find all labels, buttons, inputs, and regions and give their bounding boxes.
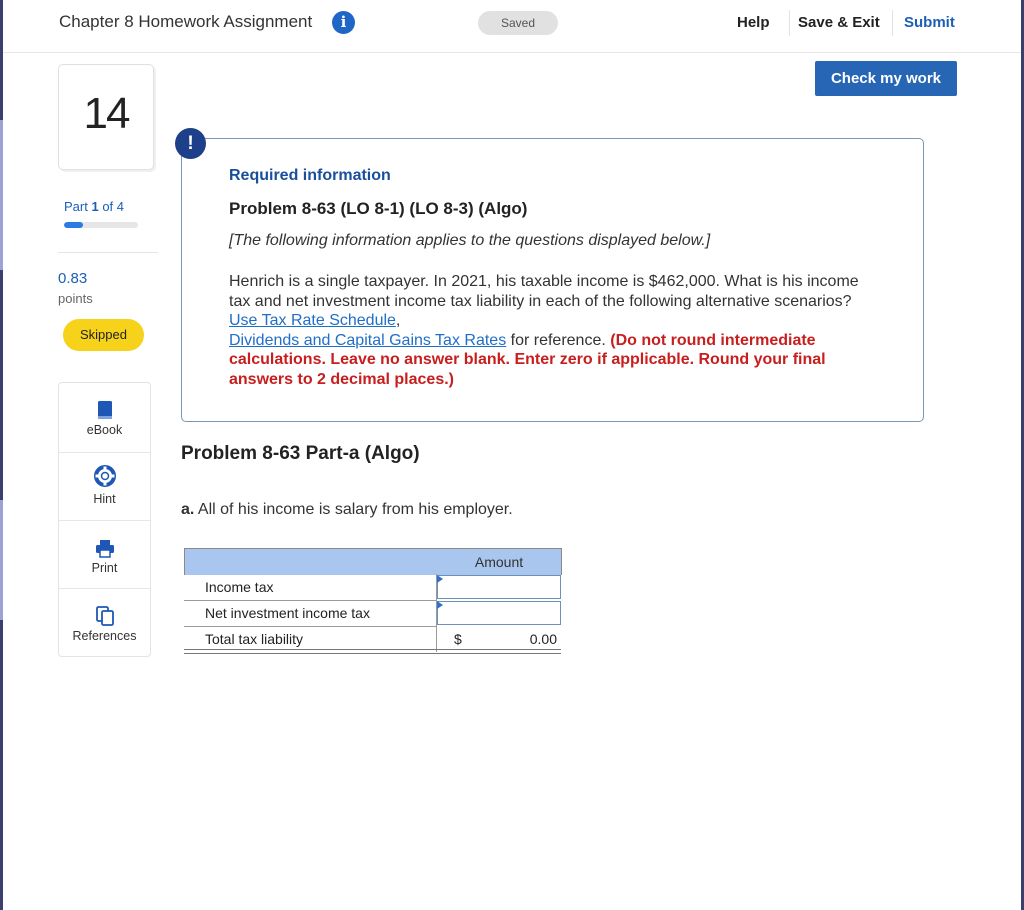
total-tax-liability-value: 0.00: [529, 631, 557, 647]
question-prefix: a.: [181, 501, 195, 518]
copy-icon: [94, 605, 116, 627]
answer-table: [184, 548, 561, 652]
references-button[interactable]: [59, 589, 150, 657]
income-tax-input[interactable]: [437, 575, 561, 599]
income-tax-label: Income tax: [205, 579, 274, 595]
question-text: All of his income is salary from his employer.: [194, 501, 513, 518]
input-flag-icon: [437, 575, 443, 583]
table-header-blank: [184, 548, 437, 575]
print-button[interactable]: [59, 521, 150, 589]
part-progress-fill: [64, 222, 83, 228]
part-question: [181, 501, 513, 519]
help-link[interactable]: Help: [737, 14, 770, 31]
statement-comma: ,: [395, 312, 401, 330]
tax-rate-schedule-link[interactable]: Use Tax Rate Schedule: [229, 312, 396, 330]
part-indicator: [64, 199, 124, 214]
book-icon: [94, 399, 116, 421]
references-label: References: [72, 629, 137, 643]
saved-status-badge: Saved: [478, 11, 558, 35]
question-number-card: [58, 64, 154, 170]
follow-note: [The following information applies to the questions displayed below.]: [229, 232, 711, 249]
total-tax-liability-label: Total tax liability: [205, 631, 304, 647]
lifebuoy-icon: [94, 465, 116, 487]
skipped-badge: Skipped: [63, 319, 144, 351]
table-header-amount: Amount: [437, 548, 562, 575]
net-investment-income-tax-label: Net investment income tax: [205, 605, 370, 621]
ebook-label: eBook: [86, 423, 123, 437]
points-label: points: [58, 291, 93, 306]
statement-text: Henrich is a single taxpayer. In 2021, his taxable income is $462,000. What is his income tax and net investment income tax liability in each of the following alternative scenarios?: [229, 273, 859, 310]
save-exit-link[interactable]: Save & Exit: [798, 14, 880, 31]
part-title: Problem 8-63 Part-a (Algo): [181, 443, 420, 464]
hint-label: Hint: [93, 492, 116, 506]
hint-button[interactable]: [59, 453, 150, 521]
net-investment-income-tax-input[interactable]: [437, 601, 561, 625]
check-my-work-button[interactable]: Check my work: [815, 61, 957, 96]
ebook-button[interactable]: [59, 383, 150, 451]
statement-text-2: for reference.: [506, 331, 611, 349]
capital-gains-rates-link[interactable]: Dividends and Capital Gains Tax Rates: [229, 331, 507, 349]
input-flag-icon: [437, 601, 443, 609]
printer-icon: [94, 537, 116, 559]
part-prefix: Part: [64, 199, 88, 214]
instructions-text: (Do not round intermediate calculations. Leave no answer blank. Enter zero if applicable. Round your final answers to 2 decimal places.): [229, 331, 826, 388]
window-edge-left: [0, 0, 3, 910]
info-icon[interactable]: i: [332, 11, 355, 34]
part-progress-bar: [64, 222, 138, 228]
assignment-title: Chapter 8 Homework Assignment: [59, 12, 313, 31]
sidebar-divider: [58, 252, 158, 253]
points-value: 0.83: [58, 270, 88, 287]
submit-link[interactable]: Submit: [904, 14, 955, 31]
top-bar: [3, 0, 1021, 53]
question-number: 14: [83, 89, 129, 138]
tools-panel: [58, 382, 151, 657]
nav-divider: [892, 10, 893, 36]
print-label: Print: [91, 561, 118, 575]
currency-symbol: $: [454, 631, 462, 647]
total-double-underline: [184, 649, 561, 654]
nav-divider: [789, 10, 790, 36]
problem-statement: [229, 272, 869, 390]
part-current: 1: [91, 199, 99, 214]
alert-icon: !: [175, 128, 206, 159]
part-total: of 4: [102, 199, 125, 214]
problem-title: Problem 8-63 (LO 8-1) (LO 8-3) (Algo): [229, 199, 528, 218]
required-info-heading: Required information: [229, 167, 391, 184]
